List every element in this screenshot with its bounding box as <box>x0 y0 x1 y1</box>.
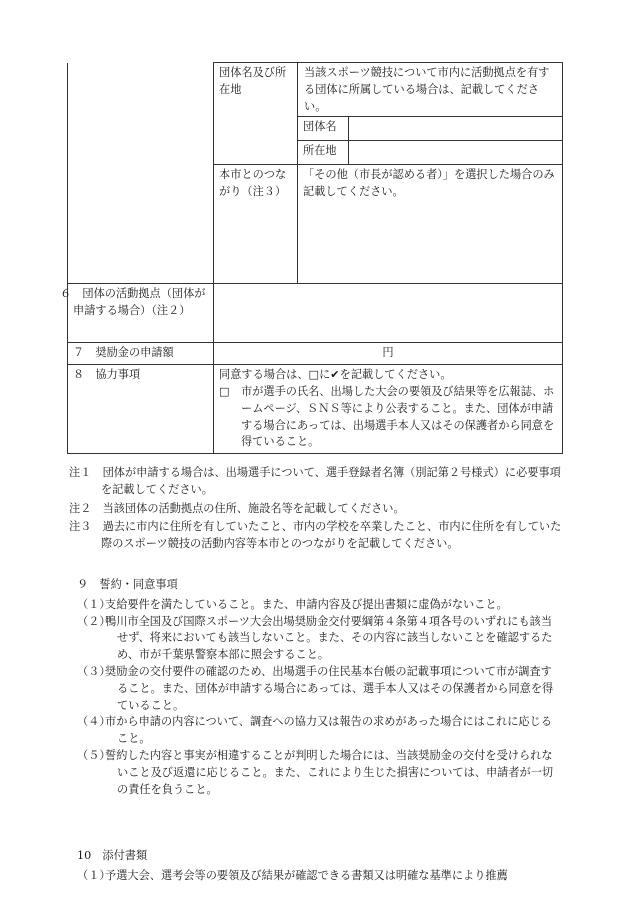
row8-label-cell <box>68 365 214 454</box>
pledge-text: 支給要件を満たしていること。また、申請内容及び提出書類に虚偽がないこと。 <box>105 597 508 611</box>
note-1: 注１ 団体が申請する場合は、出場選手について、選手登録者名簿（別記第２号様式）に必要事項を記載してください。 <box>69 466 561 496</box>
table-left-blank <box>68 63 214 284</box>
cooperation-intro: 同意する場合は、□に✔を記載してください。 <box>219 368 452 382</box>
pledge-text: 市から申請の内容について、調査への協力又は報告の求めがあった場合にはこれに応じること。 <box>105 715 552 746</box>
attachment-item-1 <box>77 868 563 885</box>
section-10 <box>77 848 563 885</box>
org-info-cell <box>298 63 563 165</box>
row6-label: ６ 団体の活動拠点（団体が申請する場合）（注２） <box>60 287 206 318</box>
address-label: 所在地 <box>303 144 337 158</box>
activity-base-input[interactable] <box>214 284 563 343</box>
connection-label-cell <box>214 165 298 284</box>
pledge-item-4 <box>77 714 563 748</box>
amount-input[interactable] <box>214 343 563 365</box>
note-2: 注２ 当該団体の活動拠点の住所、施設名等を記載してください。 <box>69 501 405 515</box>
attachment-text: 予選大会、選考会等の要領及び結果が確認できる書類又は明確な基準により推薦 <box>105 868 508 882</box>
org-name-label: 団体名及び所在地 <box>219 66 287 96</box>
connection-note: 「その他（市長が認める者）」を選択した場合のみ記載してください。 <box>303 168 555 199</box>
org-name-label-cell <box>214 63 298 165</box>
consent-checkbox[interactable]: □ <box>219 384 230 398</box>
application-table <box>60 62 563 454</box>
row6-label-cell <box>60 284 214 343</box>
section-9 <box>77 577 563 798</box>
pledge-num: （５） <box>77 748 111 762</box>
connection-label: 本市とのつながり（注３） <box>219 168 287 199</box>
org-note: 当該スポーツ競技について市内に活動拠点を有する団体に所属している場合は、記載してください。 <box>304 66 550 113</box>
pledge-item-2 <box>77 614 563 664</box>
row7-label-cell <box>68 343 214 365</box>
cooperation-cell <box>214 365 563 454</box>
pledge-text: 誓約した内容と事実が相違することが判明した場合には、当該奨励金の交付を受けられないこと及び返還に応じること。また、これにより生じた損害については、申請者が一切の責任を負うこと。 <box>105 748 554 796</box>
group-name-input[interactable] <box>348 117 562 141</box>
org-inner-table <box>298 116 562 164</box>
group-name-label: 団体名 <box>303 120 337 134</box>
address-input[interactable] <box>348 141 562 165</box>
notes <box>69 465 563 555</box>
pledge-item-1 <box>77 597 563 614</box>
pledge-num: （２） <box>77 614 111 628</box>
section-10-title: 10 添付書類 <box>77 849 148 862</box>
yen-unit: 円 <box>382 346 394 360</box>
connection-input[interactable] <box>298 165 563 284</box>
section-9-title: ９ 誓約・同意事項 <box>77 578 178 591</box>
pledge-num: （４） <box>77 715 111 729</box>
pledge-num: （１） <box>77 597 111 611</box>
group-name-label-cell <box>298 117 348 141</box>
address-label-cell <box>298 141 348 165</box>
pledge-num: （３） <box>77 664 111 678</box>
row7-label: ７ 奨励金の申請額 <box>73 346 174 360</box>
pledge-item-5 <box>77 748 563 798</box>
note-3: 注３ 過去に市内に住所を有していたこと、市内の学校を卒業したこと、市内に住所を有していた際のスポーツ競技の活動内容等本市とのつながりを記載してください。 <box>69 520 562 551</box>
consent-text: 市が選手の氏名、出場した大会の要領及び結果等を広報誌、ホームページ、ＳＮＳ等により公表すること。また、団体が申請する場合にあっては、出場選手本人又はその保護者から同意を得ていること。 <box>241 384 555 449</box>
row8-label: ８ 協力事項 <box>73 368 141 382</box>
pledge-text: 奨励金の交付要件の確認のため、出場選手の住民基本台帳の記載事項について市が調査すること。また、団体が申請する場合にあっては、選手本人又はその保護者から同意を得ていること。 <box>105 664 554 712</box>
pledge-item-3 <box>77 664 563 714</box>
pledge-text: 鴨川市全国及び国際スポーツ大会出場奨励金交付要綱第４条第４項各号のいずれにも該当せず、将来においても該当しないこと。また、その内容に該当しないことを確認するため、市が千葉県警察本部に照会すること。 <box>105 614 553 662</box>
attachment-num: （１） <box>77 868 111 882</box>
